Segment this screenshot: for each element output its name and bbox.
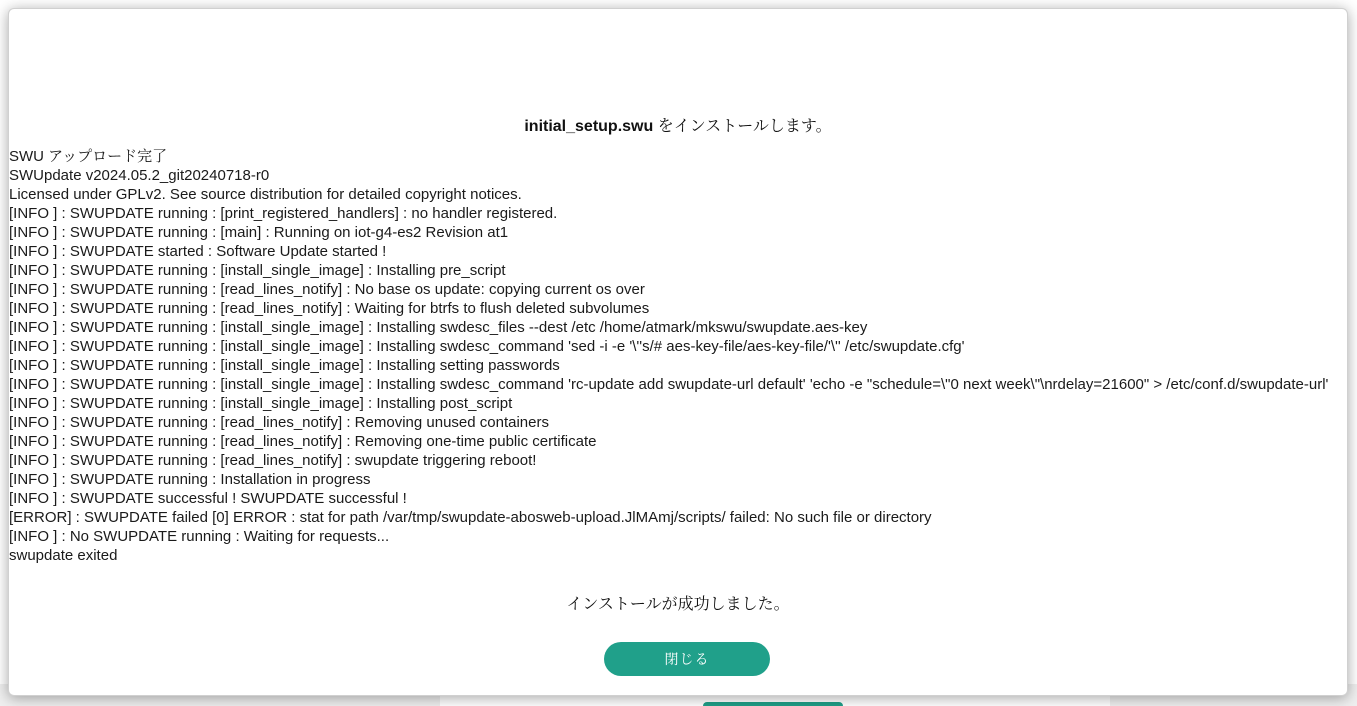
log-line: [INFO ] : SWUPDATE running : [install_single_image] : Installing pre_script xyxy=(9,262,506,279)
log-line: [INFO ] : SWUPDATE running : [install_single_image] : Installing swdesc_command 'rc-update add swupdate-url default' 'echo -e "schedule=\"0 next week\"\nrdelay=21600" > /etc/conf.d/swupdate-url' xyxy=(9,376,1329,393)
log-line: [INFO ] : No SWUPDATE running : Waiting for requests... xyxy=(9,528,390,545)
install-log[interactable] xyxy=(9,147,1347,565)
log-line: [INFO ] : SWUPDATE running : Installation in progress xyxy=(9,471,371,488)
log-line: SWUpdate v2024.05.2_git20240718-r0 xyxy=(9,167,270,184)
log-line: [INFO ] : SWUPDATE running : [read_lines_notify] : Removing one-time public certificate xyxy=(9,433,597,450)
background-button-hint xyxy=(703,702,843,706)
install-result-message: インストールが成功しました。 xyxy=(566,596,790,613)
install-dialog xyxy=(8,8,1348,696)
log-line: [INFO ] : SWUPDATE running : [main] : Running on iot-g4-es2 Revision at1 xyxy=(9,224,509,241)
log-line: [INFO ] : SWUPDATE running : [read_lines_notify] : Waiting for btrfs to flush deleted subvolumes xyxy=(9,300,650,317)
log-line: [INFO ] : SWUPDATE running : [install_single_image] : Installing swdesc_files --dest /etc /home/atmark/mkswu/swupdate.aes-key xyxy=(9,319,868,336)
dialog-title-suffix: をインストールします。 xyxy=(653,118,832,135)
log-line: swupdate exited xyxy=(9,547,118,564)
log-line: [INFO ] : SWUPDATE running : [install_single_image] : Installing setting passwords xyxy=(9,357,560,374)
log-line: [INFO ] : SWUPDATE running : [read_lines_notify] : swupdate triggering reboot! xyxy=(9,452,537,469)
log-line: SWU アップロード完了 xyxy=(9,148,168,165)
log-line: [ERROR] : SWUPDATE failed [0] ERROR : stat for path /var/tmp/swupdate-abosweb-upload.JlMAmj/scripts/ failed: No such file or directory xyxy=(9,509,932,526)
log-line: [INFO ] : SWUPDATE started : Software Update started ! xyxy=(9,243,387,260)
log-line: [INFO ] : SWUPDATE running : [read_lines_notify] : Removing unused containers xyxy=(9,414,549,431)
dialog-title-filename: initial_setup.swu xyxy=(524,118,654,135)
log-line: [INFO ] : SWUPDATE running : [install_single_image] : Installing swdesc_command 'sed -i -e '\''s/# aes-key-file/aes-key-file/'\'' /etc/swupdate.cfg' xyxy=(9,338,965,355)
close-button[interactable]: 閉じる xyxy=(604,642,770,676)
install-dialog-body xyxy=(9,9,1347,695)
log-line: Licensed under GPLv2. See source distribution for detailed copyright notices. xyxy=(9,186,522,203)
log-line: [INFO ] : SWUPDATE successful ! SWUPDATE successful ! xyxy=(9,490,407,507)
log-line: [INFO ] : SWUPDATE running : [install_single_image] : Installing post_script xyxy=(9,395,513,412)
log-line: [INFO ] : SWUPDATE running : [read_lines_notify] : No base os update: copying current os over xyxy=(9,281,645,298)
log-line: [INFO ] : SWUPDATE running : [print_registered_handlers] : no handler registered. xyxy=(9,205,558,222)
dialog-title xyxy=(9,113,1347,136)
